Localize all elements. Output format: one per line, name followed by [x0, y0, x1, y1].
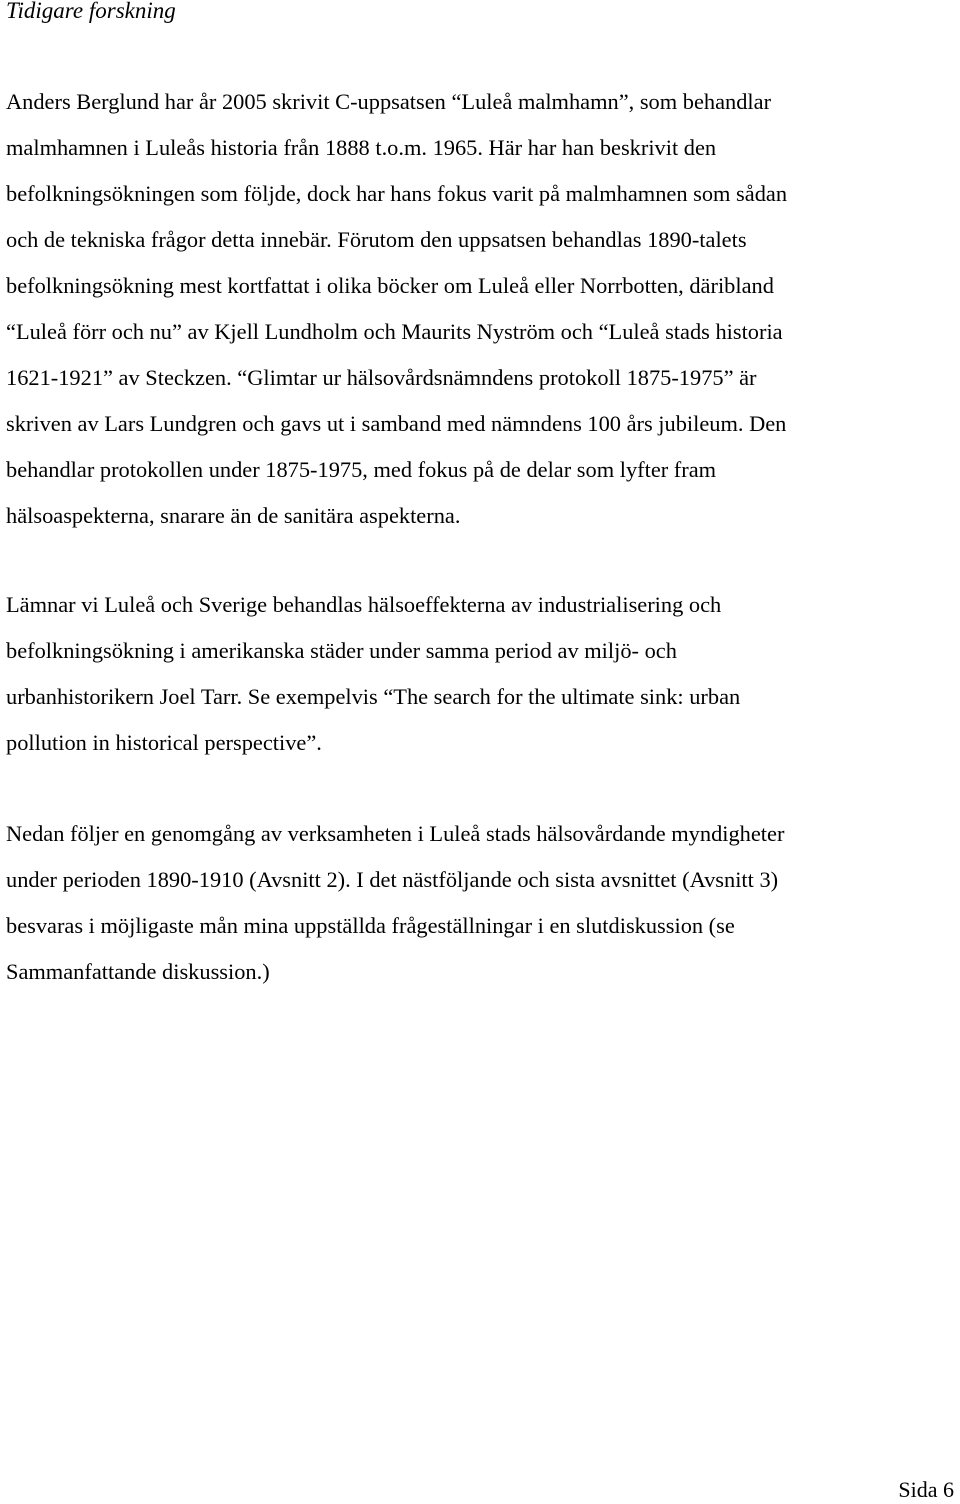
paragraph-line: malmhamnen i Luleås historia från 1888 t.o.m. 1965. Här har han beskrivit den: [6, 135, 717, 160]
paragraph-line: skriven av Lars Lundgren och gavs ut i samband med nämndens 100 års jubileum. Den: [6, 411, 787, 436]
paragraph-line: 1621-1921” av Steckzen. “Glimtar ur hälsovårdsnämndens protokoll 1875-1975” är: [6, 365, 757, 390]
paragraph-line: Nedan följer en genomgång av verksamheten i Luleå stads hälsovårdande myndigheter: [6, 821, 785, 846]
page-number: Sida 6: [898, 1477, 954, 1502]
paragraph-line: och de tekniska frågor detta innebär. Förutom den uppsatsen behandlas 1890-talets: [6, 227, 747, 252]
paragraph-line: under perioden 1890-1910 (Avsnitt 2). I det nästföljande och sista avsnittet (Avsnitt 3): [6, 867, 779, 892]
paragraph-line: Lämnar vi Luleå och Sverige behandlas hälsoeffekterna av industrialisering och: [6, 592, 722, 617]
paragraph-line: urbanhistorikern Joel Tarr. Se exempelvis “The search for the ultimate sink: urban: [6, 684, 741, 709]
paragraph-outline: [6, 811, 946, 995]
paragraph-line: hälsoaspekterna, snarare än de sanitära aspekterna.: [6, 503, 461, 528]
paragraph-line: “Luleå förr och nu” av Kjell Lundholm och Maurits Nyström och “Luleå stads historia: [6, 319, 783, 344]
paragraph-line: befolkningsökning mest kortfattat i olika böcker om Luleå eller Norrbotten, däribland: [6, 273, 774, 298]
paragraph-line: Anders Berglund har år 2005 skrivit C-uppsatsen “Luleå malmhamn”, som behandlar: [6, 89, 772, 114]
paragraph-line: Sammanfattande diskussion.): [6, 959, 270, 984]
paragraph-international: [6, 582, 946, 766]
section-heading: Tidigare forskning: [6, 0, 176, 23]
paragraph-previous-research: [6, 79, 946, 539]
paragraph-line: befolkningsökning i amerikanska städer under samma period av miljö- och: [6, 638, 677, 663]
paragraph-line: besvaras i möjligaste mån mina uppställda frågeställningar i en slutdiskussion (se: [6, 913, 735, 938]
paragraph-line: befolkningsökningen som följde, dock har hans fokus varit på malmhamnen som sådan: [6, 181, 788, 206]
paragraph-line: pollution in historical perspective”.: [6, 730, 322, 755]
paragraph-line: behandlar protokollen under 1875-1975, med fokus på de delar som lyfter fram: [6, 457, 717, 482]
